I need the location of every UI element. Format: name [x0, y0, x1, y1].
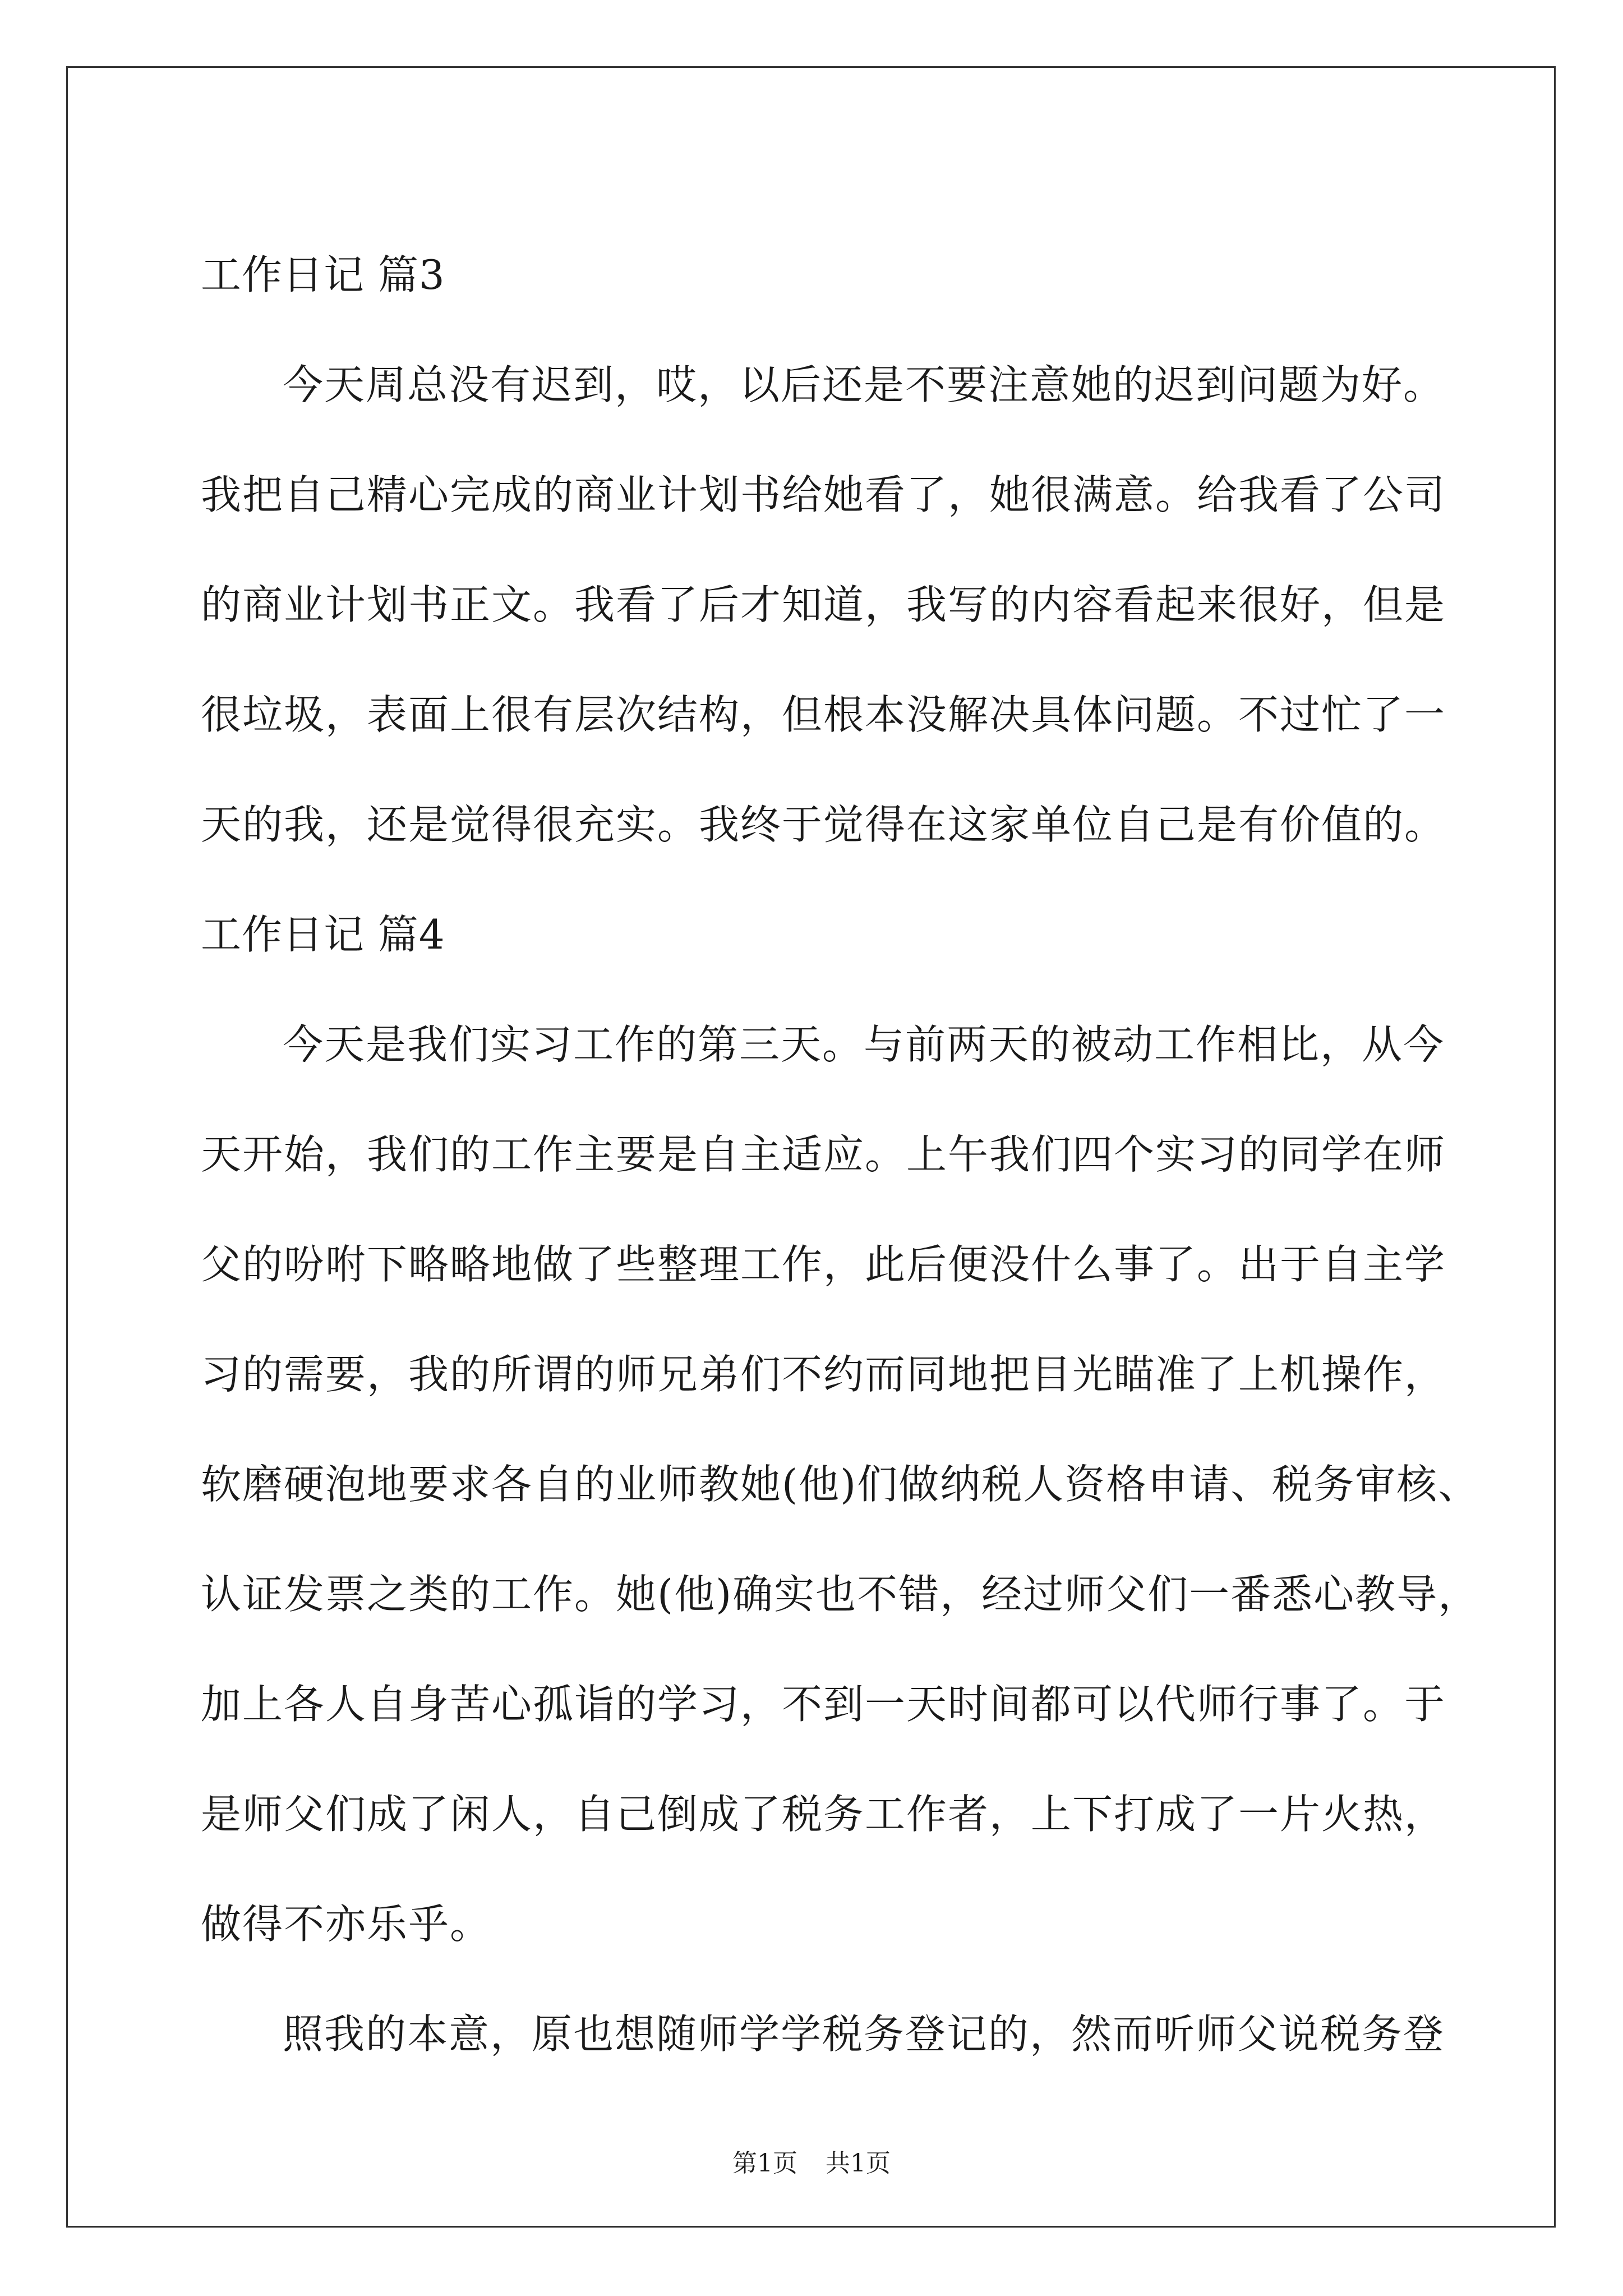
text-line: 软磨硬泡地要求各自的业师教她(他)们做纳税人资格申请、税务审核、 [201, 1461, 1480, 1508]
page-footer [0, 2143, 1623, 2179]
text-line: 很垃圾，表面上很有层次结构，但根本没解决具体问题。不过忙了一 [201, 691, 1446, 738]
text-line: 习的需要，我的所谓的师兄弟们不约而同地把目光瞄准了上机操作， [201, 1351, 1446, 1398]
section-heading: 工作日记 篇3 [201, 251, 445, 298]
text-line: 父的吩咐下略略地做了些整理工作，此后便没什么事了。出于自主学 [201, 1241, 1446, 1288]
paragraph [201, 330, 1457, 880]
text-line: 做得不亦乐乎。 [201, 1901, 492, 1948]
text-line: 我把自己精心完成的商业计划书给她看了，她很满意。给我看了公司 [201, 471, 1446, 518]
text-line: 加上各人自身苦心孤诣的学习，不到一天时间都可以代师行事了。于 [201, 1681, 1446, 1728]
text-line: 的商业计划书正文。我看了后才知道，我写的内容看起来很好，但是 [201, 581, 1446, 628]
text-line: 是师父们成了闲人，自己倒成了税务工作者，上下打成了一片火热， [201, 1791, 1446, 1838]
text-line: 天开始，我们的工作主要是自主适应。上午我们四个实习的同学在师 [201, 1131, 1446, 1178]
page-total: 共1页 [826, 2149, 891, 2178]
text-line: 认证发票之类的工作。她(他)确实也不错，经过师父们一番悉心教导， [201, 1571, 1480, 1618]
text-line: 照我的本意，原也想随师学学税务登记的，然而听师父说税务登 [283, 2010, 1445, 2058]
page-number: 第1页 [732, 2149, 797, 2178]
text-line: 今天是我们实习工作的第三天。与前两天的被动工作相比，从今 [283, 1021, 1445, 1068]
text-line: 天的我，还是觉得很充实。我终于觉得在这家单位自己是有价值的。 [201, 801, 1446, 848]
text-line: 今天周总没有迟到，哎，以后还是不要注意她的迟到问题为好。 [283, 361, 1445, 408]
paragraph [201, 1979, 1457, 2089]
paragraph [201, 990, 1480, 1979]
section-heading: 工作日记 篇4 [201, 911, 445, 958]
document-body [201, 220, 1480, 2089]
